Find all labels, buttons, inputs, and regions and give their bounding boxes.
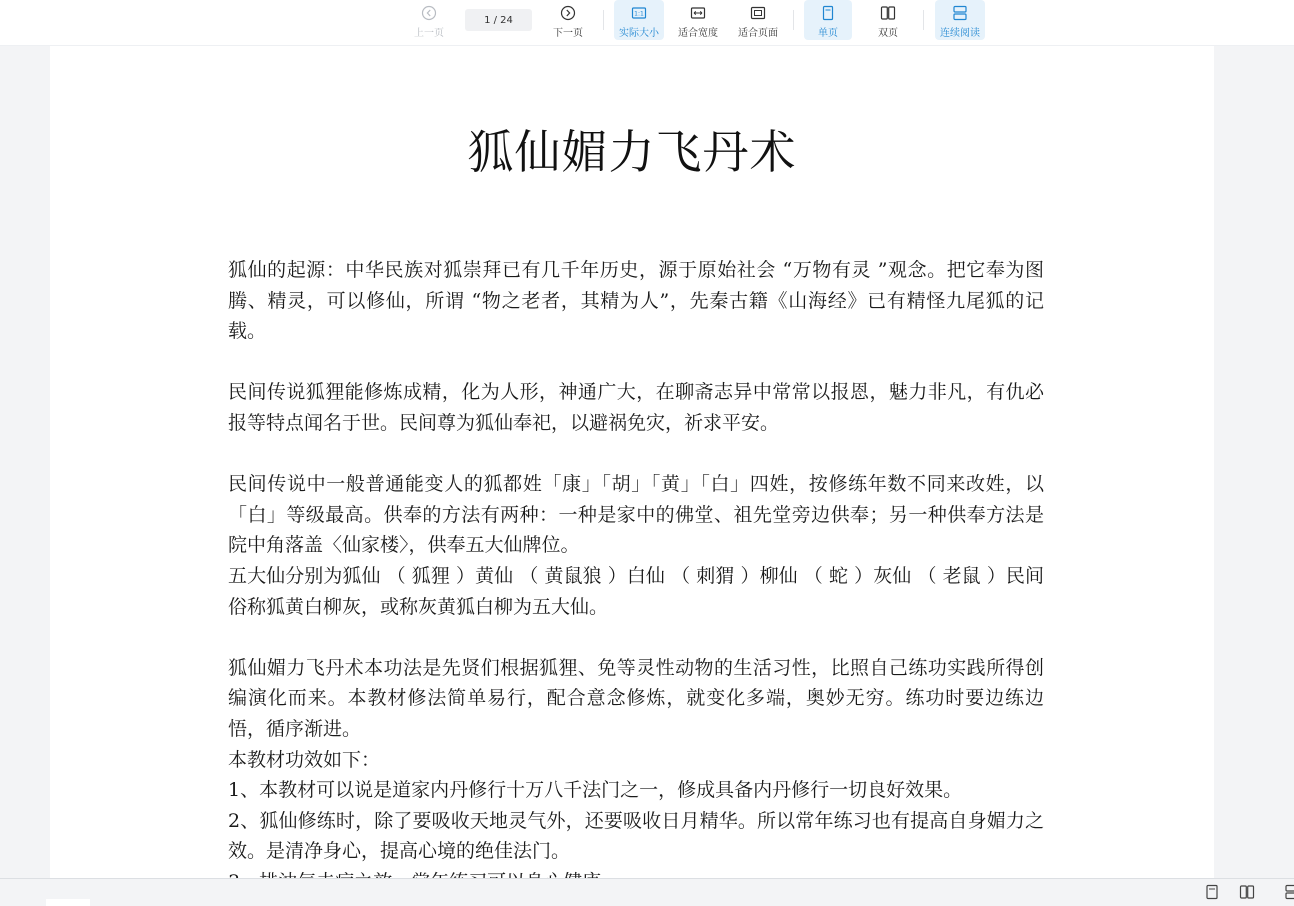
document-viewport[interactable] — [0, 46, 1294, 878]
fit-page-label: 适合页面 — [738, 28, 778, 39]
double-page-button[interactable] — [864, 0, 912, 40]
toolbar-divider — [603, 10, 604, 30]
actual-size-label: 实际大小 — [619, 28, 659, 39]
fit-width-button[interactable] — [674, 0, 722, 40]
paragraph-spacer — [228, 439, 1044, 470]
chevron-left-circle-icon — [421, 5, 437, 21]
page-indicator[interactable]: 1 / 24 — [465, 9, 532, 31]
continuous-read-icon — [952, 5, 968, 21]
paragraph: 五大仙分别为狐仙 （ 狐狸 ）黄仙 （ 黄鼠狼 ）白仙 （ 刺猬 ）柳仙 （ 蛇 ）灰仙 （ 老鼠 ）民间俗称狐黄白柳灰，或称灰黄狐白柳为五大仙。 — [228, 564, 1044, 618]
prev-page-label: 上一页 — [414, 28, 444, 39]
single-page-label: 单页 — [818, 28, 838, 39]
paragraph: 民间传说狐狸能修炼成精，化为人形，神通广大，在聊斋志异中常常以报恩，魅力非凡，有仇必报等特点闻名于世。民间尊为狐仙奉祀，以避祸免灾，祈求平安。 — [228, 381, 1044, 434]
actual-size-icon — [631, 5, 647, 21]
next-page-label: 下一页 — [553, 28, 583, 39]
double-page-icon[interactable] — [1239, 884, 1255, 900]
actual-size-button[interactable] — [614, 0, 664, 40]
chevron-right-circle-icon — [560, 5, 576, 21]
fit-page-button[interactable] — [734, 0, 782, 40]
toolbar-divider — [923, 10, 924, 30]
paragraph: 2、狐仙修练时，除了要吸收天地灵气外，还要吸收日月精华。所以常年练习也有提高自身媚力之效。是清净身心，提高心境的绝佳法门。 — [228, 809, 1044, 863]
fit-width-icon — [690, 5, 706, 21]
continuous-read-button[interactable] — [935, 0, 985, 40]
paragraph-spacer — [228, 622, 1044, 653]
paragraph-spacer — [228, 347, 1044, 378]
prev-page-button[interactable] — [407, 0, 451, 40]
paragraph: 本教材功效如下： — [228, 748, 381, 771]
document-page — [50, 46, 1214, 878]
continuous-read-label: 连续阅读 — [940, 28, 980, 39]
fit-page-icon — [750, 5, 766, 21]
continuous-read-icon[interactable] — [1284, 884, 1294, 900]
single-page-button[interactable] — [804, 0, 852, 40]
single-page-icon — [820, 5, 836, 21]
paragraph: 1、本教材可以说是道家内丹修行十万八千法门之一，修成具备内丹修行一切良好效果。 — [228, 779, 963, 802]
fit-width-label: 适合宽度 — [678, 28, 718, 39]
single-page-icon[interactable] — [1205, 884, 1219, 900]
status-bar — [0, 878, 1294, 905]
toolbar-divider — [793, 10, 794, 30]
double-page-icon — [880, 5, 896, 21]
viewer-toolbar — [0, 0, 1294, 46]
paragraph: 狐仙的起源：中华民族对狐崇拜已有几千年历史，源于原始社会 “万物有灵 ”观念。把它奉为图腾、精灵，可以修仙，所谓 “物之老者，其精为人”，先秦古籍《山海经》已有精怪九尾狐的记载。 — [228, 259, 1044, 343]
double-page-label: 双页 — [878, 28, 898, 39]
document-title: 狐仙媚力飞丹术 — [467, 125, 797, 179]
paragraph: 狐仙媚力飞丹术本功法是先贤们根据狐狸、免等灵性动物的生活习性，比照自己练功实践所得创编演化而来。本教材修法简单易行，配合意念修炼，就变化多端，奥妙无穷。练功时要边练边悟，循序渐进。 — [228, 656, 1044, 740]
paragraph: 民间传说中一般普通能变人的狐都姓「康」「胡」「黄」「白」四姓，按修练年数不同来改姓，以「白」等级最高。供奉的方法有两种：一种是家中的佛堂、祖先堂旁边供奉；另一种供奉方法是院中角落盖〈仙家楼〉，供奉五大仙牌位。 — [228, 473, 1044, 557]
status-tab — [46, 899, 90, 906]
svg-text:1:1: 1:1 — [634, 10, 644, 18]
document-body — [228, 255, 1044, 897]
next-page-button[interactable] — [546, 0, 590, 40]
